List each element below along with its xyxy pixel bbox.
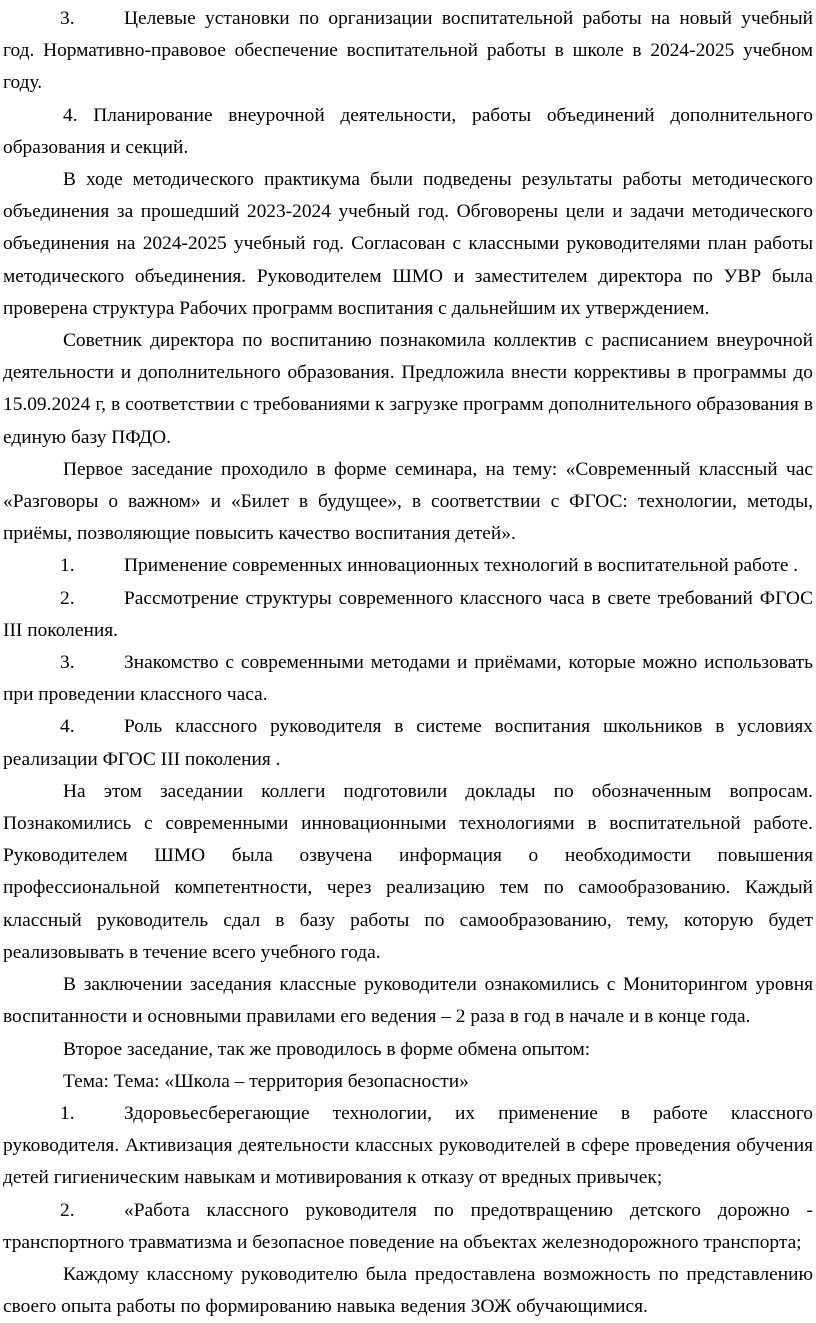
paragraph-text: Роль классного руководителя в системе воспитания школьников в условиях реализации ФГОС III поколения . [3, 716, 813, 770]
paragraph-text: Знакомство с современными методами и приёмами, которые можно использовать при проведении классного часа. [3, 652, 813, 706]
paragraph-text: Здоровьесберегающие технологии, их применение в работе классного руководителя. Активизация деятельности классных руководителей в сфере проведения обучения детей гигиеническим навыкам и мотивирования к отказу от вредных привычек; [3, 1102, 813, 1189]
list-number: 4. [60, 716, 75, 738]
list-number: 1. [60, 555, 75, 577]
paragraph [3, 3, 813, 100]
paragraph: Первое заседание проходило в форме семинара, на тему: «Современный классный час «Разговоры о важном» и «Билет в будущее», в соответствии с ФГОС: технологии, методы, приёмы, позволяющие повысить качество воспитания детей». [3, 458, 813, 545]
paragraph [3, 550, 813, 582]
list-number: 3. [60, 8, 75, 29]
paragraph: Тема: Тема: «Школа – территория безопасности» [63, 1070, 469, 1092]
paragraph: В заключении заседания классные руководители ознакомились с Мониторингом уровня воспитанности и основными правилами его ведения – 2 раза в год в начале и в конце года. [3, 974, 813, 1028]
paragraph [3, 1195, 813, 1259]
paragraph: 4. Планирование внеурочной деятельности, работы объединений дополнительного образования и секций. [3, 104, 813, 158]
paragraph: Второе заседание, так же проводилось в форме обмена опытом: [63, 1038, 591, 1060]
paragraph [3, 647, 813, 711]
paragraph-text: Целевые установки по организации воспитательной работы на новый учебный год. Нормативно-правовое обеспечение воспитательной работы в школе в 2024-2025 учебном году. [3, 8, 813, 94]
paragraph [3, 1098, 813, 1195]
paragraph-text: «Работа классного руководителя по предотвращению детского дорожно - транспортного травматизма и безопасное поведение на объектах железнодорожного транспорта; [3, 1199, 813, 1253]
paragraph-text: Применение современных инновационных технологий в воспитательной работе . [124, 555, 799, 577]
paragraph: Советник директора по воспитанию познакомила коллектив с расписанием внеурочной деятельности и дополнительного образования. Предложила внести коррективы в программы до 15.09.2024 г, в соответствии с требованиями к загрузке программ дополнительного образования в единую базу ПФДО. [3, 330, 813, 448]
list-number: 2. [60, 587, 75, 609]
paragraph-text: Рассмотрение структуры современного классного часа в свете требований ФГОС III поколения. [3, 587, 813, 641]
list-number: 3. [60, 652, 75, 674]
list-number: 1. [60, 1102, 75, 1124]
paragraph [3, 583, 813, 647]
paragraph [3, 711, 813, 775]
paragraph: В ходе методического практикума были подведены результаты работы методического объединения за прошедший 2023-2024 учебный год. Обговорены цели и задачи методического объединения на 2024-2025 учебный год. Согласован с классными руководителями план работы методического объединения. Руководителем ШМО и заместителем директора по УВР была проверена структура Рабочих программ воспитания с дальнейшим их утверждением. [3, 169, 813, 319]
list-number: 2. [60, 1199, 75, 1221]
paragraph: На этом заседании коллеги подготовили доклады по обозначенным вопросам. Познакомились с современными инновационными технологиями в воспитательной работе. Руководителем ШМО была озвучена информация о необходимости повышения профессиональной компетентности, через реализацию тем по самообразованию. Каждый классный руководитель сдал в базу работы по самообразованию, тему, которую будет реализовывать в течение всего учебного года. [3, 780, 813, 963]
paragraph: Каждому классному руководителю была предоставлена возможность по представлению своего опыта работы по формированию навыка ведения ЗОЖ обучающимися. [3, 1263, 813, 1318]
